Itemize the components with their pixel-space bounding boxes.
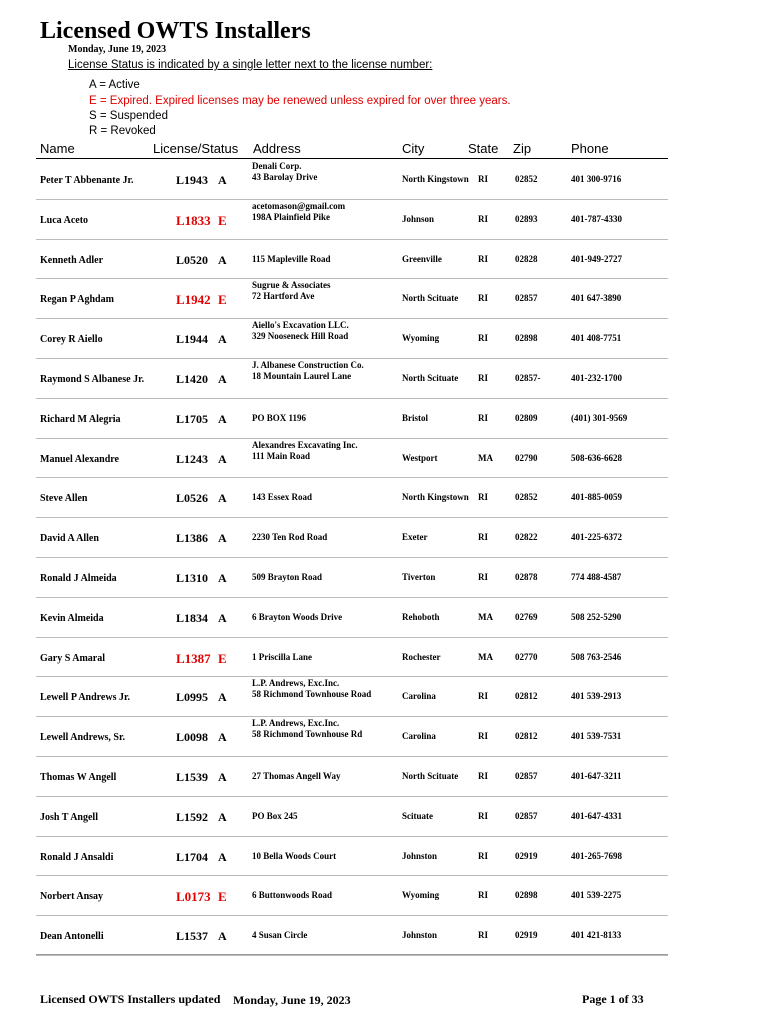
city: Johnson bbox=[402, 213, 435, 224]
table-row bbox=[0, 797, 770, 837]
address-line: 6 Brayton Woods Drive bbox=[252, 611, 343, 622]
legend-expired: E = Expired. Expired licenses may be renewed unless expired for over three years. bbox=[89, 95, 511, 107]
license-status: A bbox=[218, 570, 227, 585]
license-number: L1704 bbox=[176, 849, 209, 864]
address-line-1: L.P. Andrews, Exc.Inc. bbox=[252, 718, 340, 729]
zip-code: 02919 bbox=[515, 850, 538, 861]
table-row bbox=[0, 359, 770, 399]
legend-revoked: R = Revoked bbox=[89, 125, 156, 137]
zip-code: 02828 bbox=[515, 253, 538, 264]
zip-code: 02852 bbox=[515, 174, 538, 184]
state: MA bbox=[478, 651, 493, 662]
installer-name: Josh T Angell bbox=[40, 811, 98, 823]
city: North Kingstown bbox=[402, 492, 469, 503]
license-number: L1834 bbox=[176, 610, 209, 625]
legend-suspended: S = Suspended bbox=[89, 110, 168, 122]
license-number: L1539 bbox=[176, 769, 209, 784]
state: RI bbox=[478, 174, 489, 184]
installer-name: Kenneth Adler bbox=[40, 254, 104, 266]
address-line-2: 198A Plainfield Pike bbox=[252, 211, 331, 222]
state: RI bbox=[478, 930, 489, 941]
phone-number: 508-636-6628 bbox=[571, 452, 622, 463]
address-line-1: Denali Corp. bbox=[252, 161, 302, 171]
column-header-city: City bbox=[402, 141, 425, 156]
license-number: L1537 bbox=[176, 929, 209, 944]
table-row bbox=[0, 558, 770, 598]
address-line-2: 329 Nooseneck Hill Road bbox=[252, 331, 349, 342]
zip-code: 02878 bbox=[515, 571, 538, 582]
city: Carolina bbox=[402, 691, 436, 702]
zip-code: 02893 bbox=[515, 213, 538, 224]
table-row bbox=[0, 399, 770, 439]
license-number: L0995 bbox=[176, 690, 209, 705]
table-row bbox=[0, 439, 770, 479]
address bbox=[252, 161, 317, 183]
license-number: L1705 bbox=[176, 411, 209, 426]
license-status: A bbox=[218, 371, 227, 386]
phone-number: 401 539-2913 bbox=[571, 691, 622, 702]
state: RI bbox=[478, 412, 489, 423]
city: North Scituate bbox=[402, 770, 459, 781]
phone-number: 401 647-3890 bbox=[571, 293, 622, 304]
zip-code: 02857- bbox=[515, 372, 541, 383]
installer-name: Kevin Almeida bbox=[40, 612, 104, 624]
address-line-1: acetomason@gmail.com bbox=[252, 200, 346, 211]
footer-page-number: Page 1 of 33 bbox=[582, 992, 644, 1006]
zip-code: 02812 bbox=[515, 731, 538, 742]
column-header-license-status: License/Status bbox=[153, 141, 239, 156]
installer-name: Richard M Alegria bbox=[40, 413, 121, 425]
address-line: 10 Bella Woods Court bbox=[252, 850, 337, 861]
license-status: A bbox=[218, 173, 227, 187]
license-number: L0526 bbox=[176, 491, 209, 506]
license-status: A bbox=[218, 849, 227, 864]
state: RI bbox=[478, 492, 489, 503]
license-number: L0173 bbox=[176, 889, 211, 905]
city: Wyoming bbox=[402, 890, 440, 901]
license-status: A bbox=[218, 690, 227, 705]
city: North Scituate bbox=[402, 293, 459, 304]
city: Greenville bbox=[402, 253, 442, 264]
address-line-1: J. Albanese Construction Co. bbox=[252, 359, 364, 370]
zip-code: 02898 bbox=[515, 333, 538, 344]
state: RI bbox=[478, 731, 489, 742]
legend-active: A = Active bbox=[89, 79, 140, 91]
address-line: 509 Brayton Road bbox=[252, 571, 323, 582]
address-line: 1 Priscilla Lane bbox=[252, 651, 312, 662]
state: RI bbox=[478, 770, 489, 781]
table-row bbox=[0, 757, 770, 797]
address-line-2: 58 Richmond Townhouse Road bbox=[252, 689, 372, 700]
footer-date: Monday, June 19, 2023 bbox=[233, 993, 351, 1007]
address-line-1: Sugrue & Associates bbox=[252, 280, 331, 291]
phone-number: 508 763-2546 bbox=[571, 651, 622, 662]
footer-rule bbox=[36, 954, 668, 955]
zip-code: 02857 bbox=[515, 293, 538, 304]
phone-number: 401-949-2727 bbox=[571, 253, 622, 264]
table-row bbox=[0, 319, 770, 359]
license-status: A bbox=[218, 451, 227, 466]
address-line: 115 Mapleville Road bbox=[252, 253, 331, 264]
state: RI bbox=[478, 890, 489, 901]
address bbox=[252, 320, 349, 342]
zip-code: 02769 bbox=[515, 611, 538, 622]
phone-number: (401) 301-9569 bbox=[571, 412, 628, 423]
phone-number: 401-265-7698 bbox=[571, 850, 622, 861]
city: Tiverton bbox=[402, 571, 436, 582]
installer-name: Dean Antonelli bbox=[40, 931, 104, 943]
column-header-state: State bbox=[468, 141, 499, 156]
phone-number: 401-787-4330 bbox=[571, 213, 622, 224]
address-line-2: 18 Mountain Laurel Lane bbox=[252, 370, 352, 381]
license-status: A bbox=[218, 491, 227, 506]
document-date: Monday, June 19, 2023 bbox=[68, 44, 167, 55]
state: RI bbox=[478, 372, 489, 383]
installer-name: David A Allen bbox=[40, 533, 99, 545]
address-line-1: Alexandres Excavating Inc. bbox=[252, 439, 358, 450]
zip-code: 02812 bbox=[515, 691, 538, 702]
city: Johnston bbox=[402, 850, 438, 861]
address-line: 2230 Ten Rod Road bbox=[252, 532, 328, 543]
phone-number: 401-232-1700 bbox=[571, 372, 622, 383]
state: MA bbox=[478, 452, 493, 463]
license-status: A bbox=[218, 610, 227, 625]
city: Westport bbox=[402, 452, 438, 463]
installer-name: Thomas W Angell bbox=[40, 771, 117, 783]
state: RI bbox=[478, 253, 489, 264]
license-number: L1243 bbox=[176, 451, 209, 466]
state: RI bbox=[478, 571, 489, 582]
phone-number: 508 252-5290 bbox=[571, 611, 622, 622]
table-row bbox=[0, 876, 770, 916]
column-header-name: Name bbox=[40, 141, 75, 156]
address bbox=[252, 360, 364, 382]
installer-name: Peter T Abbenante Jr. bbox=[40, 175, 134, 186]
installer-name: Ronald J Almeida bbox=[40, 572, 117, 584]
license-status: A bbox=[218, 769, 227, 784]
city: Exeter bbox=[402, 532, 428, 543]
phone-number: 401-647-4331 bbox=[571, 810, 622, 821]
address-line: 27 Thomas Angell Way bbox=[252, 770, 341, 781]
phone-number: 401-647-3211 bbox=[571, 770, 622, 781]
table-row bbox=[0, 916, 770, 956]
city: Rehoboth bbox=[402, 611, 440, 622]
city: Carolina bbox=[402, 731, 436, 742]
license-status: A bbox=[218, 531, 227, 546]
state: RI bbox=[478, 850, 489, 861]
header-rule bbox=[36, 158, 668, 159]
license-status: A bbox=[218, 332, 227, 347]
table-row bbox=[0, 677, 770, 717]
installer-name: Norbert Ansay bbox=[40, 891, 104, 903]
city: Rochester bbox=[402, 651, 441, 662]
installer-name: Gary S Amaral bbox=[40, 652, 105, 664]
installer-name: Raymond S Albanese Jr. bbox=[40, 373, 145, 385]
city: Wyoming bbox=[402, 333, 440, 344]
license-number: L1310 bbox=[176, 570, 209, 585]
zip-code: 02857 bbox=[515, 810, 538, 821]
table-row bbox=[0, 478, 770, 518]
phone-number: 401-225-6372 bbox=[571, 532, 622, 543]
column-header-phone: Phone bbox=[571, 141, 609, 156]
address-line: PO BOX 1196 bbox=[252, 412, 307, 423]
state: RI bbox=[478, 691, 489, 702]
state: RI bbox=[478, 532, 489, 543]
license-status: A bbox=[218, 730, 227, 745]
document-title: Licensed OWTS Installers bbox=[40, 18, 311, 44]
phone-number: 401 539-7531 bbox=[571, 731, 622, 742]
zip-code: 02898 bbox=[515, 890, 538, 901]
address-line-2: 43 Barolay Drive bbox=[252, 172, 318, 182]
table-row bbox=[0, 598, 770, 638]
address bbox=[252, 718, 362, 740]
license-status: E bbox=[218, 889, 227, 905]
table-row bbox=[0, 837, 770, 877]
state: MA bbox=[478, 611, 493, 622]
table-row bbox=[0, 717, 770, 757]
address-line: 6 Buttonwoods Road bbox=[252, 890, 333, 901]
address-line-2: 72 Hartford Ave bbox=[252, 291, 315, 302]
zip-code: 02919 bbox=[515, 930, 538, 941]
phone-number: 774 488-4587 bbox=[571, 571, 622, 582]
installer-name: Regan P Aghdam bbox=[40, 294, 114, 306]
installer-name: Lewell Andrews, Sr. bbox=[40, 732, 126, 744]
address bbox=[252, 678, 371, 700]
address-line-1: L.P. Andrews, Exc.Inc. bbox=[252, 678, 340, 689]
zip-code: 02770 bbox=[515, 651, 538, 662]
address-line: 143 Essex Road bbox=[252, 492, 313, 503]
address-line-2: 58 Richmond Townhouse Rd bbox=[252, 729, 363, 740]
phone-number: 401 421-8133 bbox=[571, 930, 622, 941]
address-line-1: Aiello's Excavation LLC. bbox=[252, 320, 349, 331]
address-line-2: 111 Main Road bbox=[252, 450, 311, 461]
installer-name: Manuel Alexandre bbox=[40, 453, 119, 465]
column-header-address: Address bbox=[253, 141, 301, 156]
installer-name: Lewell P Andrews Jr. bbox=[40, 692, 131, 704]
address-line: 4 Susan Circle bbox=[252, 930, 308, 941]
license-number: L0098 bbox=[176, 730, 209, 745]
state: RI bbox=[478, 333, 489, 344]
city: North Scituate bbox=[402, 372, 459, 383]
license-status: E bbox=[218, 650, 227, 666]
state: RI bbox=[478, 213, 489, 224]
installer-name: Luca Aceto bbox=[40, 214, 89, 226]
city: North Kingstown bbox=[402, 174, 469, 184]
license-status: A bbox=[218, 411, 227, 426]
license-status: A bbox=[218, 809, 227, 824]
table-row bbox=[0, 279, 770, 319]
zip-code: 02857 bbox=[515, 770, 538, 781]
state: RI bbox=[478, 293, 489, 304]
address bbox=[252, 280, 331, 302]
license-status: A bbox=[218, 929, 227, 944]
license-number: L1833 bbox=[176, 212, 211, 228]
zip-code: 02822 bbox=[515, 532, 538, 543]
license-number: L1420 bbox=[176, 371, 209, 386]
row-divider bbox=[36, 955, 668, 956]
state: RI bbox=[478, 810, 489, 821]
table-row bbox=[0, 160, 770, 200]
address bbox=[252, 440, 358, 462]
zip-code: 02790 bbox=[515, 452, 538, 463]
phone-number: 401 300-9716 bbox=[571, 174, 622, 184]
zip-code: 02852 bbox=[515, 492, 538, 503]
legend-heading: License Status is indicated by a single letter next to the license number: bbox=[68, 59, 433, 71]
city: Bristol bbox=[402, 412, 428, 423]
license-number: L0520 bbox=[176, 252, 209, 267]
license-number: L1386 bbox=[176, 531, 209, 546]
license-status: A bbox=[218, 252, 227, 267]
address bbox=[252, 201, 345, 223]
license-number: L1387 bbox=[176, 650, 211, 666]
phone-number: 401 408-7751 bbox=[571, 333, 622, 344]
table-row bbox=[0, 638, 770, 678]
license-status: E bbox=[218, 212, 227, 228]
footer-label: Licensed OWTS Installers updated bbox=[40, 992, 221, 1006]
address-line: PO Box 245 bbox=[252, 810, 298, 821]
license-number: L1943 bbox=[176, 173, 209, 187]
column-header-zip: Zip bbox=[513, 141, 532, 156]
installer-name: Steve Allen bbox=[40, 493, 88, 505]
installer-name: Ronald J Ansaldi bbox=[40, 851, 114, 863]
installer-name: Corey R Aiello bbox=[40, 334, 103, 346]
city: Scituate bbox=[402, 810, 433, 821]
table-row bbox=[0, 240, 770, 280]
license-number: L1942 bbox=[176, 292, 211, 308]
phone-number: 401-885-0059 bbox=[571, 492, 622, 503]
city: Johnston bbox=[402, 930, 438, 941]
table-row bbox=[0, 200, 770, 240]
license-number: L1944 bbox=[176, 332, 209, 347]
license-status: E bbox=[218, 292, 227, 308]
license-number: L1592 bbox=[176, 809, 209, 824]
table-row bbox=[0, 518, 770, 558]
phone-number: 401 539-2275 bbox=[571, 890, 622, 901]
zip-code: 02809 bbox=[515, 412, 538, 423]
installer-table bbox=[0, 160, 770, 956]
